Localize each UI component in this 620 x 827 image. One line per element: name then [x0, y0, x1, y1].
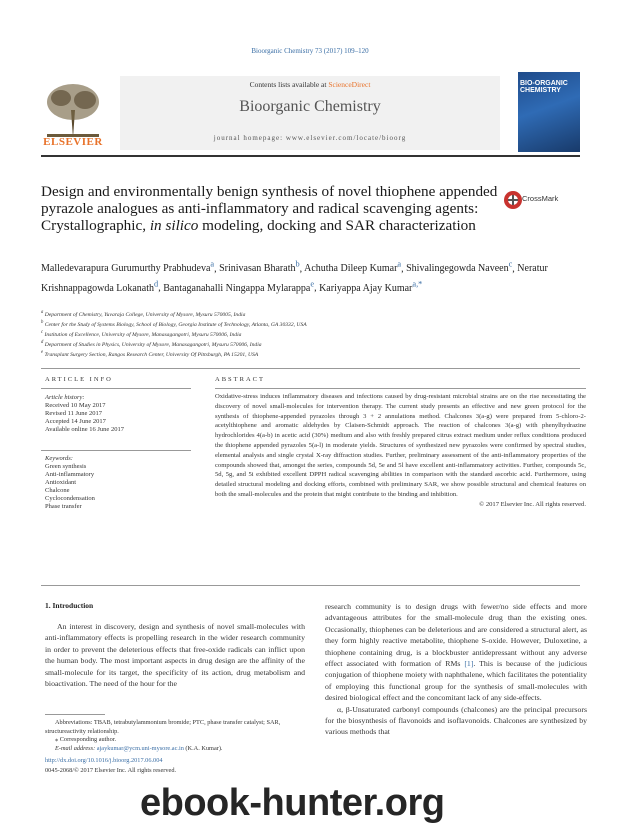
abstract-copyright: © 2017 Elsevier Inc. All rights reserved.: [479, 500, 586, 508]
crossmark-icon[interactable]: [503, 190, 523, 210]
intro-text: α, β-Unsaturated carbonyl compounds (chalcones) are the principal precursors for the biosynthesis of flavonoids and isoflavonoids. Chalcones are synthesized by various methods that: [325, 704, 587, 737]
intro-text: research community is to design drugs with fewer/no side effects and more advantageous attributes for the small-molecule drug than the existing ones. Occasionally, thiophenes can be deleterious and are considered a structural alert, as they form highly reactive metabolite, thiophene S-oxide. However, Duloxetine, a thiophene containing drug, is a blockbuster antidepressant without any adverse effect associated with formation of RMs: [325, 602, 587, 669]
email-note: E-mail address: ajaykumar@ycm.uni-mysore.ac.in (K.A. Kumar).: [55, 744, 223, 752]
contents-line: [120, 80, 500, 89]
watermark: ebook-hunter.org: [140, 782, 445, 824]
author[interactable]: Malledevarapura Gurumurthy Prabhudeva$^a$: [41, 260, 215, 275]
issn-line: 0045-2068/© 2017 Elsevier Inc. All rights reserved.: [45, 767, 177, 774]
affiliation: $^c$ Institution of Excellence, University of Mysore, Manasagangotri, Mysuru 570006, India: [41, 330, 242, 338]
journal-homepage[interactable]: journal homepage: www.elsevier.com/locate/bioorg: [213, 134, 407, 142]
history-item: Available online 16 June 2017: [45, 426, 124, 433]
history-item: Received 10 May 2017: [45, 402, 106, 409]
author[interactable]: Neratur Krishnappagowda Lokanath$^d$: [41, 263, 548, 294]
article-history: [45, 394, 124, 434]
article-info-heading: ARTICLE INFO: [45, 376, 113, 383]
history-item: Revised 11 June 2017: [45, 410, 102, 417]
cover-title: BIO-ORGANIC CHEMISTRY: [520, 80, 568, 94]
author[interactable]: Achutha Dileep Kumar$^a$: [304, 260, 402, 275]
affiliation: $^d$ Department of Studies in Physics, University of Mysore, Manasagangotri, Mysuru 570006, India: [41, 340, 262, 348]
abstract-text: [215, 392, 586, 510]
affiliation: $^e$ Transplant Surgery Section, Rangos Research Center, University Of Pittsburgh, PA 15201, USA: [41, 350, 259, 358]
affiliation: $^b$ Center for the Study of Systems Biology, School of Biology, Georgia Institute of Technology, Atlanta, GA 30332, USA: [41, 320, 307, 328]
contents-prefix: Contents lists available at: [249, 80, 329, 89]
abstract-body: Oxidative-stress induces inflammatory diseases and infections caused by drug-resistant microbial strains are on the rise necessitating the discovery of novel small-molecules for intervention therapy. The current study presents an effective and new green protocol for the synthesis of thiophene-appended pyrazoles through 3 + 2 annulations method. Chalcones 3(a-g) were prepared from 5-chloro-2-acetylthiophene and aromatic aldehydes by Claisen-Schmidt approach. The reaction of chalcones 3(a-g) with phenylhydrazine hydrochlorides 4(a-b) in acetic acid (30%) medium and also with freshly prepared citrus extract medium under reflux conditions produced the thiophene appended pyrazoles 5(a-l) in moderate yields. Structures of synthesized new pyrazoles were confirmed by spectral studies, elemental analysis and single crystal X-ray diffraction studies. Further, preliminary assessment of the anti-inflammatory properties of the compounds showed that, amongst the series, compounds 5d, 5e and 5l have excellent anti-inflammatory activities. Further, compounds 5c, 5d, 5g, and 5i exhibited excellent DPPH radical scavenging abilities in comparison with the standard ascorbic acid. Furthermore, using detailed structural modeling and docking efforts, combined with preliminary SAR, we show possible structural and chemical features on both the small-molecules and the protein that might contribute to the binding and inhibition.: [215, 393, 586, 498]
intro-column-1: An interest in discovery, design and synthesis of novel small-molecules with anti-inflammatory effects is propelling research in the wider research community in order to prevent the deleterious effects that free-oxide radicals can inflict upon the human body. The most important aspects in drug design are the affinity of the small-molecule for its target, the specificity of its action, drug metabolism and bioactivation. The need of the hour for the: [45, 622, 305, 689]
sciencedirect-link[interactable]: ScienceDirect: [328, 80, 371, 89]
section-rule: [41, 585, 580, 586]
journal-name: Bioorganic Chemistry: [239, 98, 381, 115]
introduction-heading: 1. Introduction: [45, 601, 94, 610]
reference-link[interactable]: [1]: [464, 659, 474, 669]
keywords-label: Keywords:: [45, 455, 73, 462]
title-part-1: Design and environmentally benign synthesis of novel thiophene appended pyrazole analogues as anti-inflammatory and radical scavenging agents: Crystallographic,: [41, 183, 498, 234]
abstract-heading: ABSTRACT: [215, 376, 265, 383]
title-italic: in silico: [149, 217, 199, 234]
abbreviations-note: Abbreviations: TBAB, tetrabutylammonium bromide; PTC, phase transfer catalyst; SAR, structureactivity relationship.: [45, 719, 281, 735]
title-part-2: modeling, docking and SAR characterization: [198, 217, 476, 234]
footnotes: [45, 719, 305, 753]
info-rule: [41, 388, 191, 389]
author[interactable]: Srinivasan Bharath$^b$: [219, 260, 300, 275]
author[interactable]: Bantaganahalli Ningappa Mylarappa$^e$: [163, 279, 315, 294]
journal-citation[interactable]: Bioorganic Chemistry 73 (2017) 109–120: [251, 47, 369, 55]
crossmark-label[interactable]: CrossMark: [522, 194, 559, 203]
doi-link[interactable]: http://dx.doi.org/10.1016/j.bioorg.2017.06.004: [45, 757, 163, 764]
article-title: [41, 183, 501, 234]
keyword: Antioxidant: [45, 479, 77, 486]
history-item: Accepted 14 June 2017: [45, 418, 106, 425]
info-rule: [41, 450, 191, 451]
abstract-rule: [215, 388, 586, 389]
footnote-rule: [45, 714, 105, 715]
history-label: Article history:: [45, 394, 85, 401]
keywords: [45, 455, 95, 511]
keyword: Green synthesis: [45, 463, 87, 470]
author[interactable]: Shivalingegowda Naveen$^c$: [406, 260, 513, 275]
header-rule: [41, 155, 580, 157]
keyword: Chalcone: [45, 487, 70, 494]
author[interactable]: Kariyappa Ajay Kumar$^{a,*}$: [319, 279, 423, 294]
corresponding-note: ⁎ Corresponding author.: [55, 736, 117, 743]
publisher-logo-text: ELSEVIER: [43, 136, 103, 148]
section-rule: [41, 368, 580, 369]
email-link[interactable]: ajaykumar@ycm.uni-mysore.ac.in: [96, 744, 184, 752]
keyword: Phase transfer: [45, 503, 82, 510]
keyword: Cyclocondensation: [45, 495, 95, 502]
intro-text: . This is because of the judicious conjugation of thiophene moiety with naphthalene, which facilitates the potentiality of employing this functional group for the synthesis of small-molecules with desired biological effect and the concomitant lack of any side-effects.: [325, 659, 587, 703]
affiliation: $^a$ Department of Chemistry, Yuvaraja College, University of Mysore, Mysuru 570005, India: [41, 310, 246, 318]
keyword: Anti-inflammatory: [45, 471, 95, 478]
intro-column-2: [325, 601, 587, 738]
author-list: Malledevarapura Gurumurthy Prabhudeva$^a$, Srinivasan Bharath$^b$, Achutha Dileep Kumar$^a$, Shivalingegowda Naveen$^c$, Neratur Krishnappagowda Lokanath$^d$, Bantaganahalli Ningappa Mylarappa$^e$, Kariyappa Ajay Kumar$^{a,*}$: [41, 260, 548, 294]
